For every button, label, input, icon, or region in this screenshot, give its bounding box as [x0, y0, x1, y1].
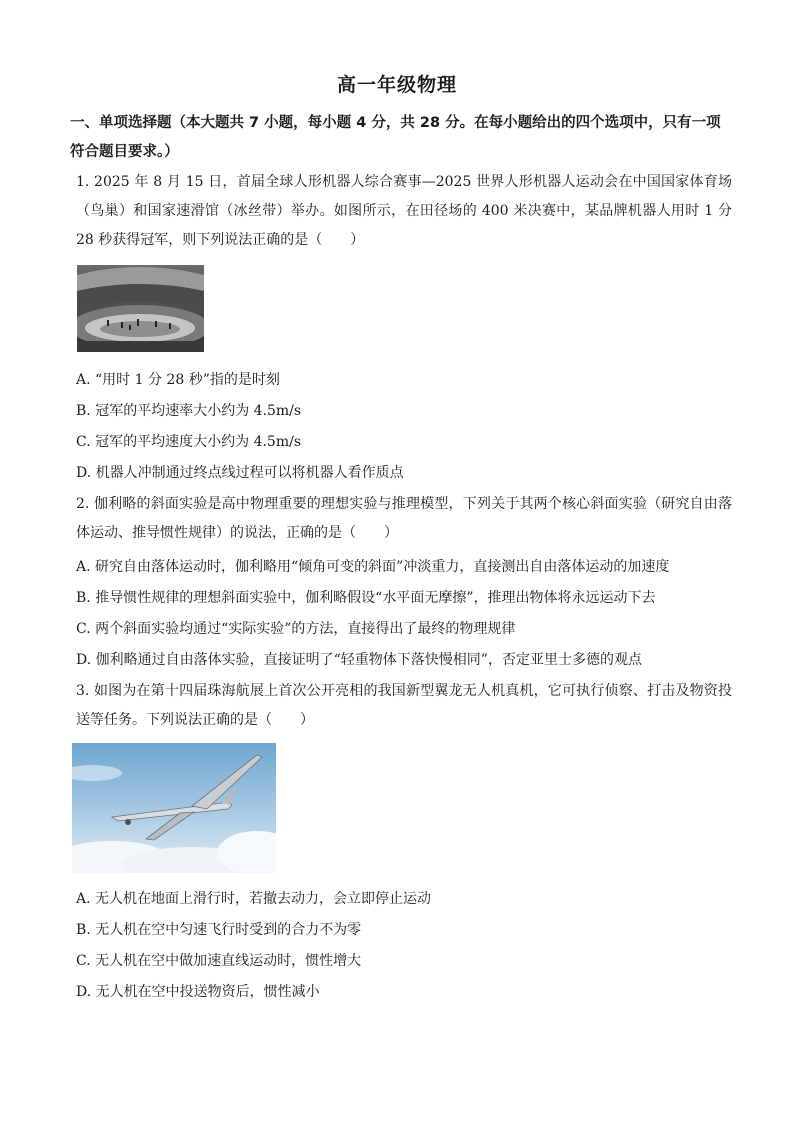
q1-option-a: A. “用时 1 分 28 秒”指的是时刻	[76, 372, 280, 388]
q1-option-d: D. 机器人冲制通过终点线过程可以将机器人看作质点	[76, 465, 404, 481]
q3-option-c: C. 无人机在空中做加速直线运动时，惯性增大	[76, 953, 362, 969]
question-3-stem: 3. 如图为在第十四届珠海航展上首次公开亮相的我国新型翼龙无人机真机，它可执行侦察、打击及物资投送等任务。下列说法正确的是（ ）	[76, 683, 732, 728]
q2-option-a: A. 研究自由落体运动时，伽利略用“倾角可变的斜面”冲淡重力，直接测出自由落体运动的加速度	[76, 559, 670, 575]
q3-option-d: D. 无人机在空中投送物资后，惯性减小	[76, 984, 320, 1000]
stadium-photo	[77, 265, 204, 352]
section-heading: 一、单项选择题（本大题共 7 小题，每小题 4 分，共 28 分。在每小题给出的四个选项中，只有一项符合题目要求。）	[70, 115, 721, 160]
question-1-stem: 1. 2025 年 8 月 15 日，首届全球人形机器人综合赛事—2025 世界人形机器人运动会在中国国家体育场（鸟巢）和国家速滑馆（冰丝带）举办。如图所示，在田径场的 400 米决赛中，某品牌机器人用时 1 分 28 秒获得冠军，则下列说法正确的是（ ）	[76, 174, 732, 248]
q1-option-c: C. 冠军的平均速度大小约为 4.5m/s	[76, 434, 302, 450]
q2-option-b: B. 推导惯性规律的理想斜面实验中，伽利略假设“水平面无摩擦”，推理出物体将永远运动下去	[76, 590, 656, 606]
q2-option-d: D. 伽利略通过自由落体实验，直接证明了“轻重物体下落快慢相同”，否定亚里士多德的观点	[76, 652, 642, 668]
q1-option-b: B. 冠军的平均速率大小约为 4.5m/s	[76, 403, 302, 419]
page-title: 高一年级物理	[336, 74, 457, 96]
q3-option-a: A. 无人机在地面上滑行时，若撤去动力，会立即停止运动	[76, 891, 432, 907]
q3-option-b: B. 无人机在空中匀速飞行时受到的合力不为零	[76, 922, 362, 938]
question-2-stem: 2. 伽利略的斜面实验是高中物理重要的理想实验与推理模型，下列关于其两个核心斜面实验（研究自由落体运动、推导惯性规律）的说法，正确的是（ ）	[76, 496, 732, 541]
drone-photo	[72, 743, 276, 873]
q2-option-c: C. 两个斜面实验均通过“实际实验”的方法，直接得出了最终的物理规律	[76, 621, 516, 637]
